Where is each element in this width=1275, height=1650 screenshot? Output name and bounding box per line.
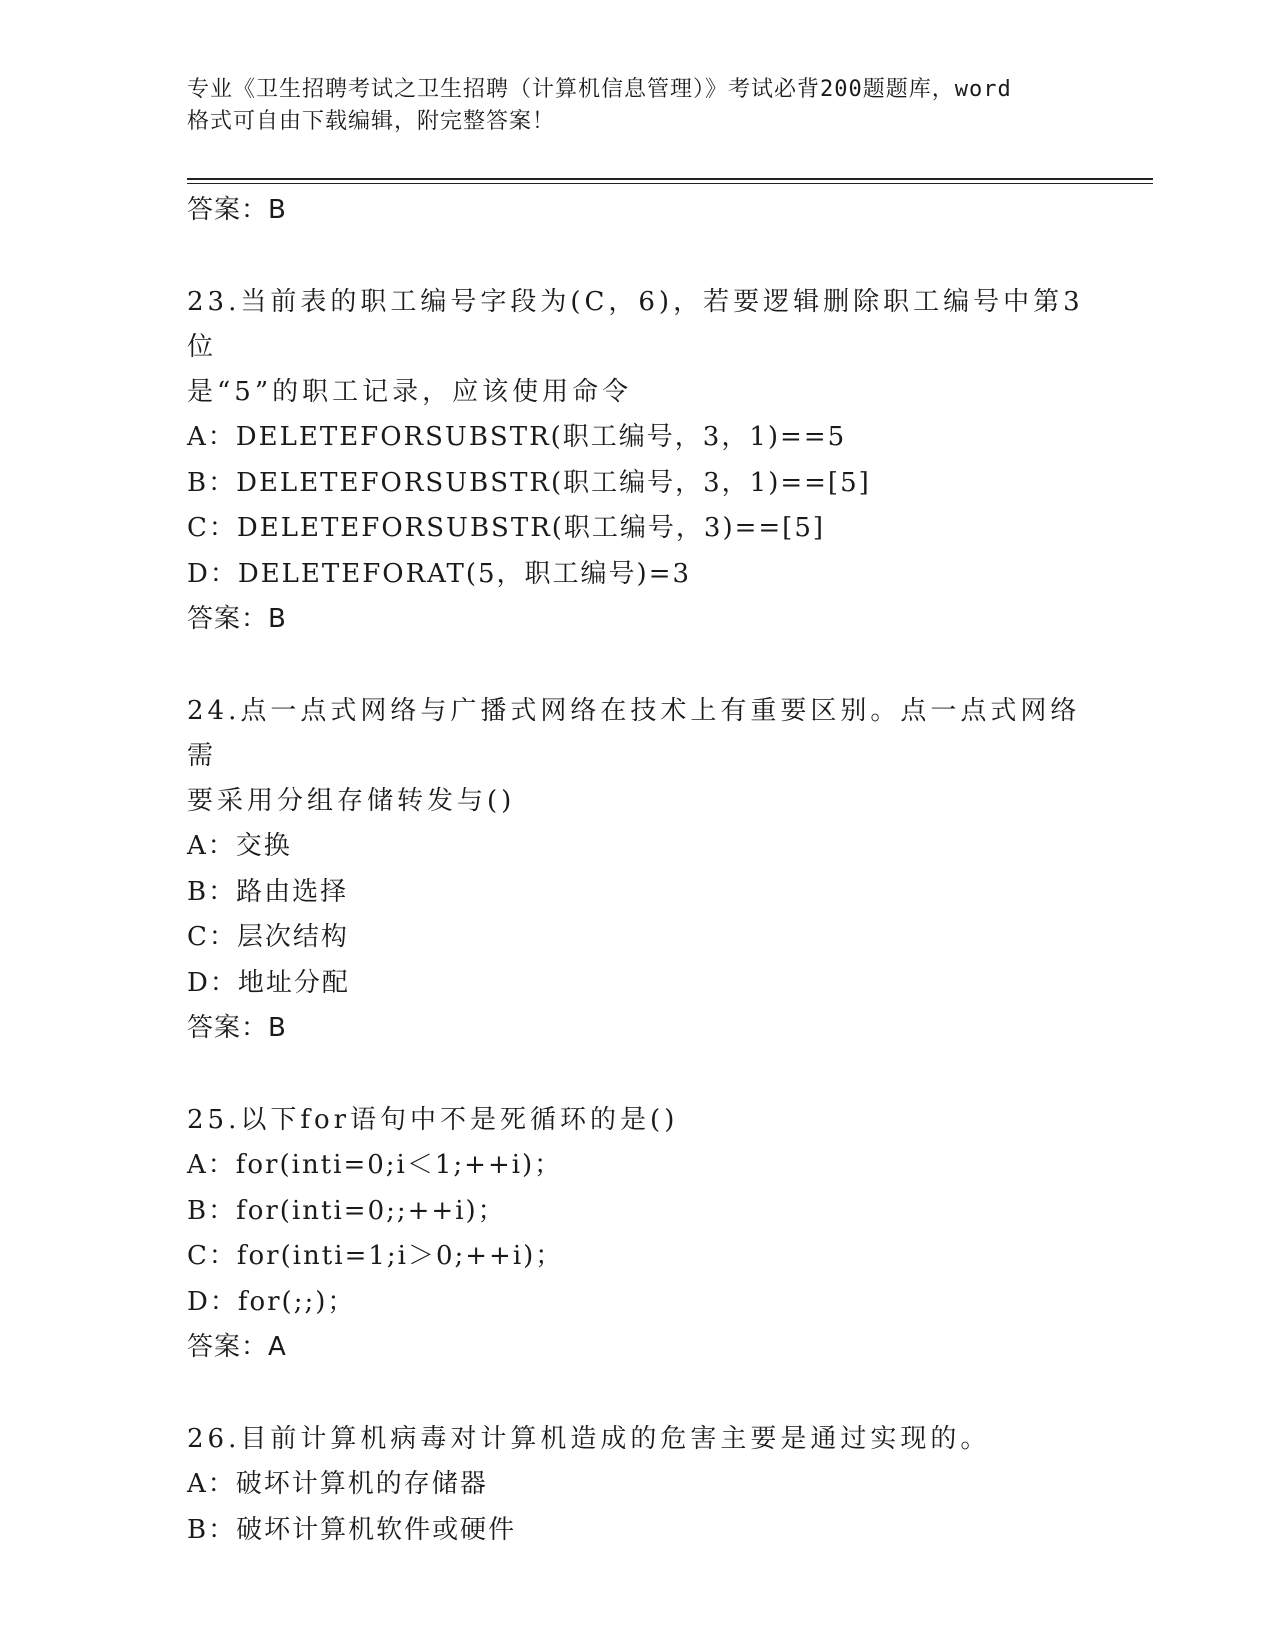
option-c: C：DELETEFORSUBSTR(职工编号，3)==[5]	[187, 513, 826, 543]
answer-line: 答案：B	[187, 1013, 287, 1043]
answer-line: 答案：B	[187, 604, 287, 634]
header-divider	[187, 178, 1153, 184]
document-header	[187, 74, 1087, 138]
option-a: A：破坏计算机的存储器	[187, 1469, 488, 1499]
question-text-line: 23.当前表的职工编号字段为(C，6)，若要逻辑删除职工编号中第3位	[187, 287, 1084, 362]
option-d: D：DELETEFORAT(5，职工编号)=3	[187, 558, 692, 589]
option-b: B：破坏计算机软件或硬件	[187, 1514, 517, 1545]
header-line-1: 专业《卫生招聘考试之卫生招聘（计算机信息管理）》考试必背200题题库，word	[187, 77, 1012, 102]
header-line-2: 格式可自由下载编辑，附完整答案！	[187, 109, 556, 134]
option-c: C：for(inti=1;i＞0;++i)；	[187, 1241, 564, 1271]
option-b: B：DELETEFORSUBSTR(职工编号，3，1)==[5]	[187, 467, 871, 498]
answer-line: 答案：B	[187, 195, 287, 225]
option-a: A：DELETEFORSUBSTR(职工编号，3，1)==5	[187, 422, 847, 452]
question-26	[187, 1417, 1087, 1462]
question-list	[187, 188, 1153, 1553]
option-d: D：地址分配	[187, 967, 350, 998]
option-b: B：for(inti=0;;++i)；	[187, 1195, 506, 1226]
answer-line: 答案：A	[187, 1332, 287, 1362]
question-25	[187, 1098, 1087, 1143]
question-24	[187, 689, 1087, 824]
option-d: D：for(;;)；	[187, 1286, 356, 1317]
question-text-line: 是“5”的职工记录，应该使用命令	[187, 377, 633, 407]
question-text-line: 24.点一点式网络与广播式网络在技术上有重要区别。点一点式网络需	[187, 696, 1081, 771]
question-text-line: 26.目前计算机病毒对计算机造成的危害主要是通过实现的。	[187, 1424, 991, 1454]
option-b: B：路由选择	[187, 876, 349, 907]
option-c: C：层次结构	[187, 922, 349, 952]
option-a: A：for(inti=0;i＜1;++i)；	[187, 1150, 563, 1180]
question-23	[187, 280, 1087, 415]
question-text-line: 要采用分组存储转发与()	[187, 786, 516, 816]
option-a: A：交换	[187, 831, 292, 861]
question-text-line: 25.以下for语句中不是死循环的是()	[187, 1105, 679, 1135]
